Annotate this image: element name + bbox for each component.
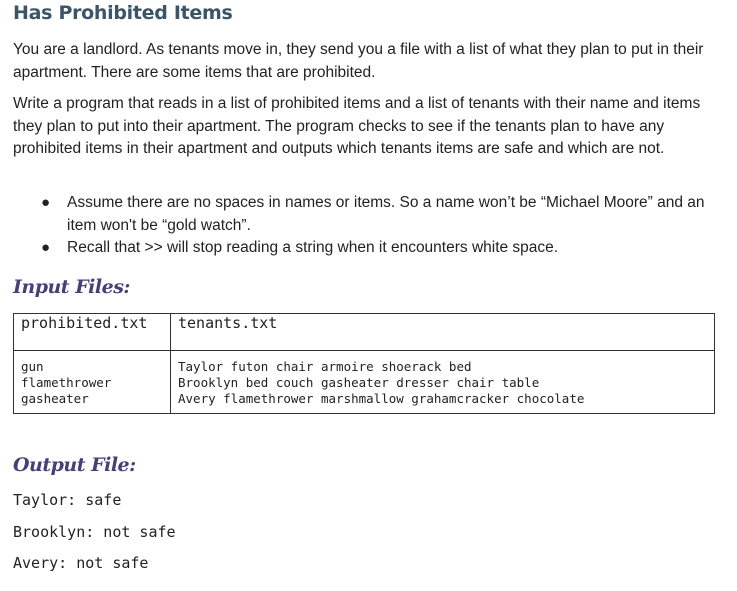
output-line: Taylor: safe (13, 491, 122, 509)
table-header-row (14, 314, 715, 351)
bullet-icon: ● (41, 194, 51, 211)
bullet-icon: ● (41, 239, 51, 256)
tenants-cell (171, 351, 715, 414)
hint-item (13, 237, 707, 260)
output-file-heading: Output File: (13, 454, 136, 476)
prohibited-item: flamethrower (21, 375, 112, 390)
hint-list (13, 192, 718, 260)
prohibited-item: gasheater (21, 391, 89, 406)
input-files-table (13, 313, 715, 414)
tenants-file-header: tenants.txt (171, 314, 715, 351)
output-line: Brooklyn: not safe (13, 523, 176, 541)
hint-item (13, 192, 707, 237)
page-title: Has Prohibited Items (13, 2, 233, 24)
prohibited-file-header: prohibited.txt (14, 314, 171, 351)
input-files-heading: Input Files: (13, 276, 130, 298)
table-row (14, 351, 715, 414)
output-line: Avery: not safe (13, 554, 149, 572)
hint-text: Assume there are no spaces in names or items. So a name won’t be “Michael Moore” and an item won't be “gold watch”. (67, 194, 705, 234)
hint-text: Recall that >> will stop reading a string when it encounters white space. (67, 239, 559, 256)
intro-paragraph: You are a landlord. As tenants move in, they send you a file with a list of what they plan to put in their apartment. There are some items that are prohibited. (13, 41, 704, 81)
tenant-line: Taylor futon chair armoire shoerack bed (178, 359, 472, 374)
prohibited-item: gun (21, 359, 44, 374)
task-paragraph: Write a program that reads in a list of prohibited items and a list of tenants with their name and items they plan to put into their apartment. The program checks to see if the tenants plan to have any prohibited items in their apartment and outputs which tenants items are safe and which are not. (13, 95, 701, 157)
tenant-line: Avery flamethrower marshmallow grahamcracker chocolate (178, 391, 585, 406)
prohibited-items-cell (14, 351, 171, 414)
tenant-line: Brooklyn bed couch gasheater dresser chair table (178, 375, 540, 390)
